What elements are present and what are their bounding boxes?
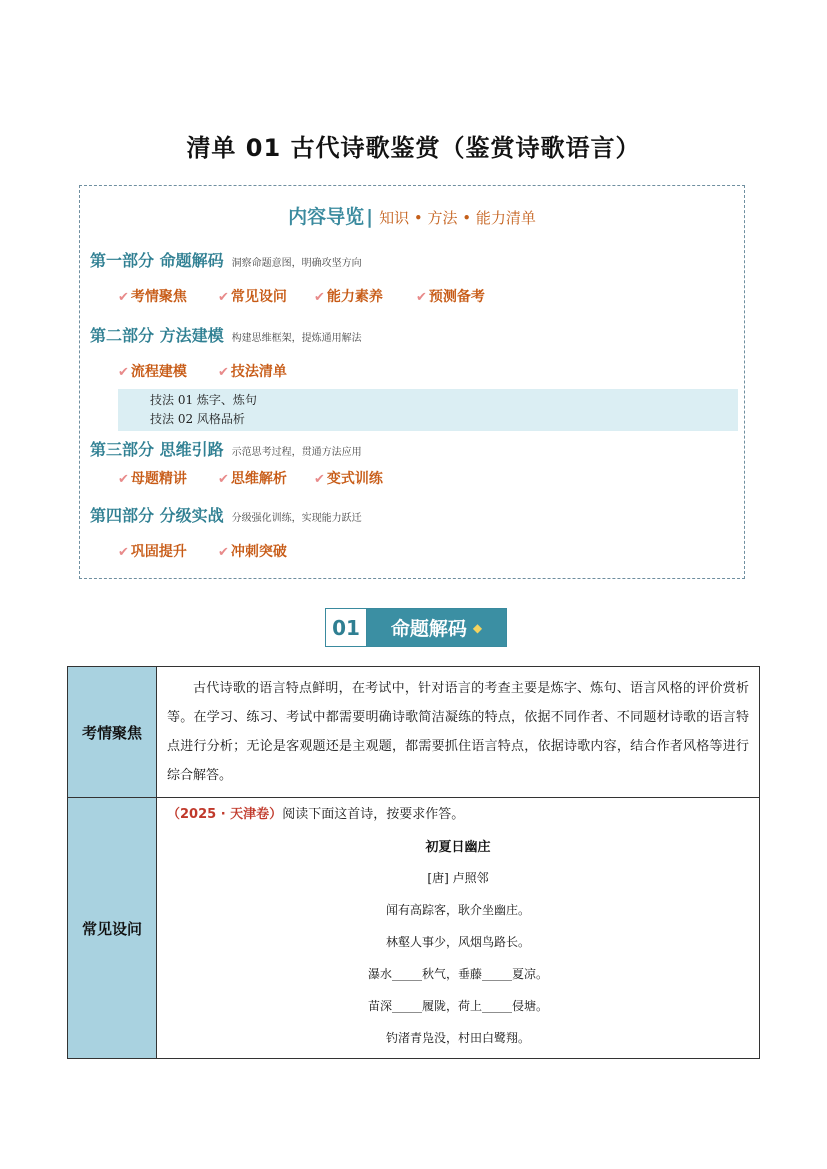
section-badge [325,608,507,647]
part-desc: 分级强化训练，实现能力跃迁 [231,513,362,524]
guide-subtitle: 知识 • 方法 • 能力清单 [379,209,536,227]
chip-muti[interactable]: ✔ 母题精讲 [118,471,187,487]
part-desc: 示范思考过程，贯通方法应用 [231,447,362,458]
content-guide-box [79,185,745,579]
check-icon: ✔ [118,290,129,305]
check-icon: ✔ [218,545,229,560]
guide-heading [80,202,744,229]
chip-siwei[interactable]: ✔ 思维解析 [218,471,287,487]
method-item[interactable]: 技法 01 炼字、炼句 [150,393,257,407]
section-number: 01 [326,609,367,646]
info-table [67,666,760,1059]
check-icon: ✔ [416,290,427,305]
chip-liucheng[interactable]: ✔ 流程建模 [118,364,187,380]
check-icon: ✔ [314,472,325,487]
row-head: 考情聚焦 [68,667,157,798]
chip-nengli[interactable]: ✔ 能力素养 [314,289,383,305]
poem-line: 闻有高踪客，耿介坐幽庄。 [385,903,530,917]
poem-line: 瀑水_____秋气，垂藤_____夏凉。 [367,967,548,981]
table-row [68,798,760,1059]
table-row [68,667,760,798]
question-source: （2025 · 天津卷） [167,807,283,822]
check-icon: ✔ [118,365,129,380]
part-3-heading [90,437,362,460]
part-1-chips [118,286,485,306]
part-desc: 洞察命题意图，明确攻坚方向 [231,258,362,269]
guide-title: 内容导览 [288,206,365,228]
poem-author: [唐] 卢照邻 [427,871,489,885]
check-icon: ✔ [118,472,129,487]
chip-chongci[interactable]: ✔ 冲刺突破 [218,544,287,560]
chip-kaoqing[interactable]: ✔ 考情聚焦 [118,289,187,305]
check-icon: ✔ [314,290,325,305]
question-instruction: 阅读下面这首诗，按要求作答。 [282,807,465,822]
part-4-chips [118,541,287,561]
part-desc: 构建思维框架，提炼通用解法 [231,333,362,344]
chip-jifa[interactable]: ✔ 技法清单 [218,364,287,380]
part-title: 第一部分 命题解码 [90,251,224,270]
method-list [118,389,738,431]
check-icon: ✔ [218,365,229,380]
check-icon: ✔ [218,290,229,305]
part-title: 第二部分 方法建模 [90,326,224,345]
check-icon: ✔ [218,472,229,487]
row-body [157,798,760,1059]
row-body [157,667,760,798]
divider-bar: | [366,206,374,228]
poem-line: 林壑人事少，风烟鸟路长。 [385,935,530,949]
chip-gonggu[interactable]: ✔ 巩固提升 [118,544,187,560]
part-2-heading [90,323,362,346]
focus-text: 古代诗歌的语言特点鲜明，在考试中，针对语言的考查主要是炼字、炼句、语言风格的评价赏析等。在学习、练习、考试中都需要明确诗歌简洁凝练的特点，依据不同作者、不同题材诗歌的语言特点进行分析；无论是客观题还是主观题，都需要抓住语言特点，依据诗歌内容，结合作者风格等进行综合解答。 [167,681,749,783]
part-title: 第三部分 思维引路 [90,440,224,459]
part-2-chips [118,361,287,381]
chip-sheiwen[interactable]: ✔ 常见设问 [218,289,287,305]
poem-line: 苗深_____履陇，荷上_____侵塘。 [367,999,548,1013]
part-3-chips [118,468,383,488]
row-head: 常见设问 [68,798,157,1059]
poem-title: 初夏日幽庄 [425,840,491,855]
check-icon: ✔ [118,545,129,560]
part-4-heading [90,503,362,526]
method-item[interactable]: 技法 02 风格品析 [150,412,245,426]
diamond-icon: ◆ [472,620,483,635]
poem-line: 钓渚青凫没，村田白鹭翔。 [385,1031,530,1045]
page-title: 清单 01 古代诗歌鉴赏（鉴赏诗歌语言） [186,134,641,162]
part-1-heading [90,248,362,271]
part-title: 第四部分 分级实战 [90,506,224,525]
chip-bianshi[interactable]: ✔ 变式训练 [314,471,383,487]
question-intro [167,800,749,829]
chip-yuce[interactable]: ✔ 预测备考 [416,289,485,305]
section-label: 命题解码 ◆ [367,609,506,646]
